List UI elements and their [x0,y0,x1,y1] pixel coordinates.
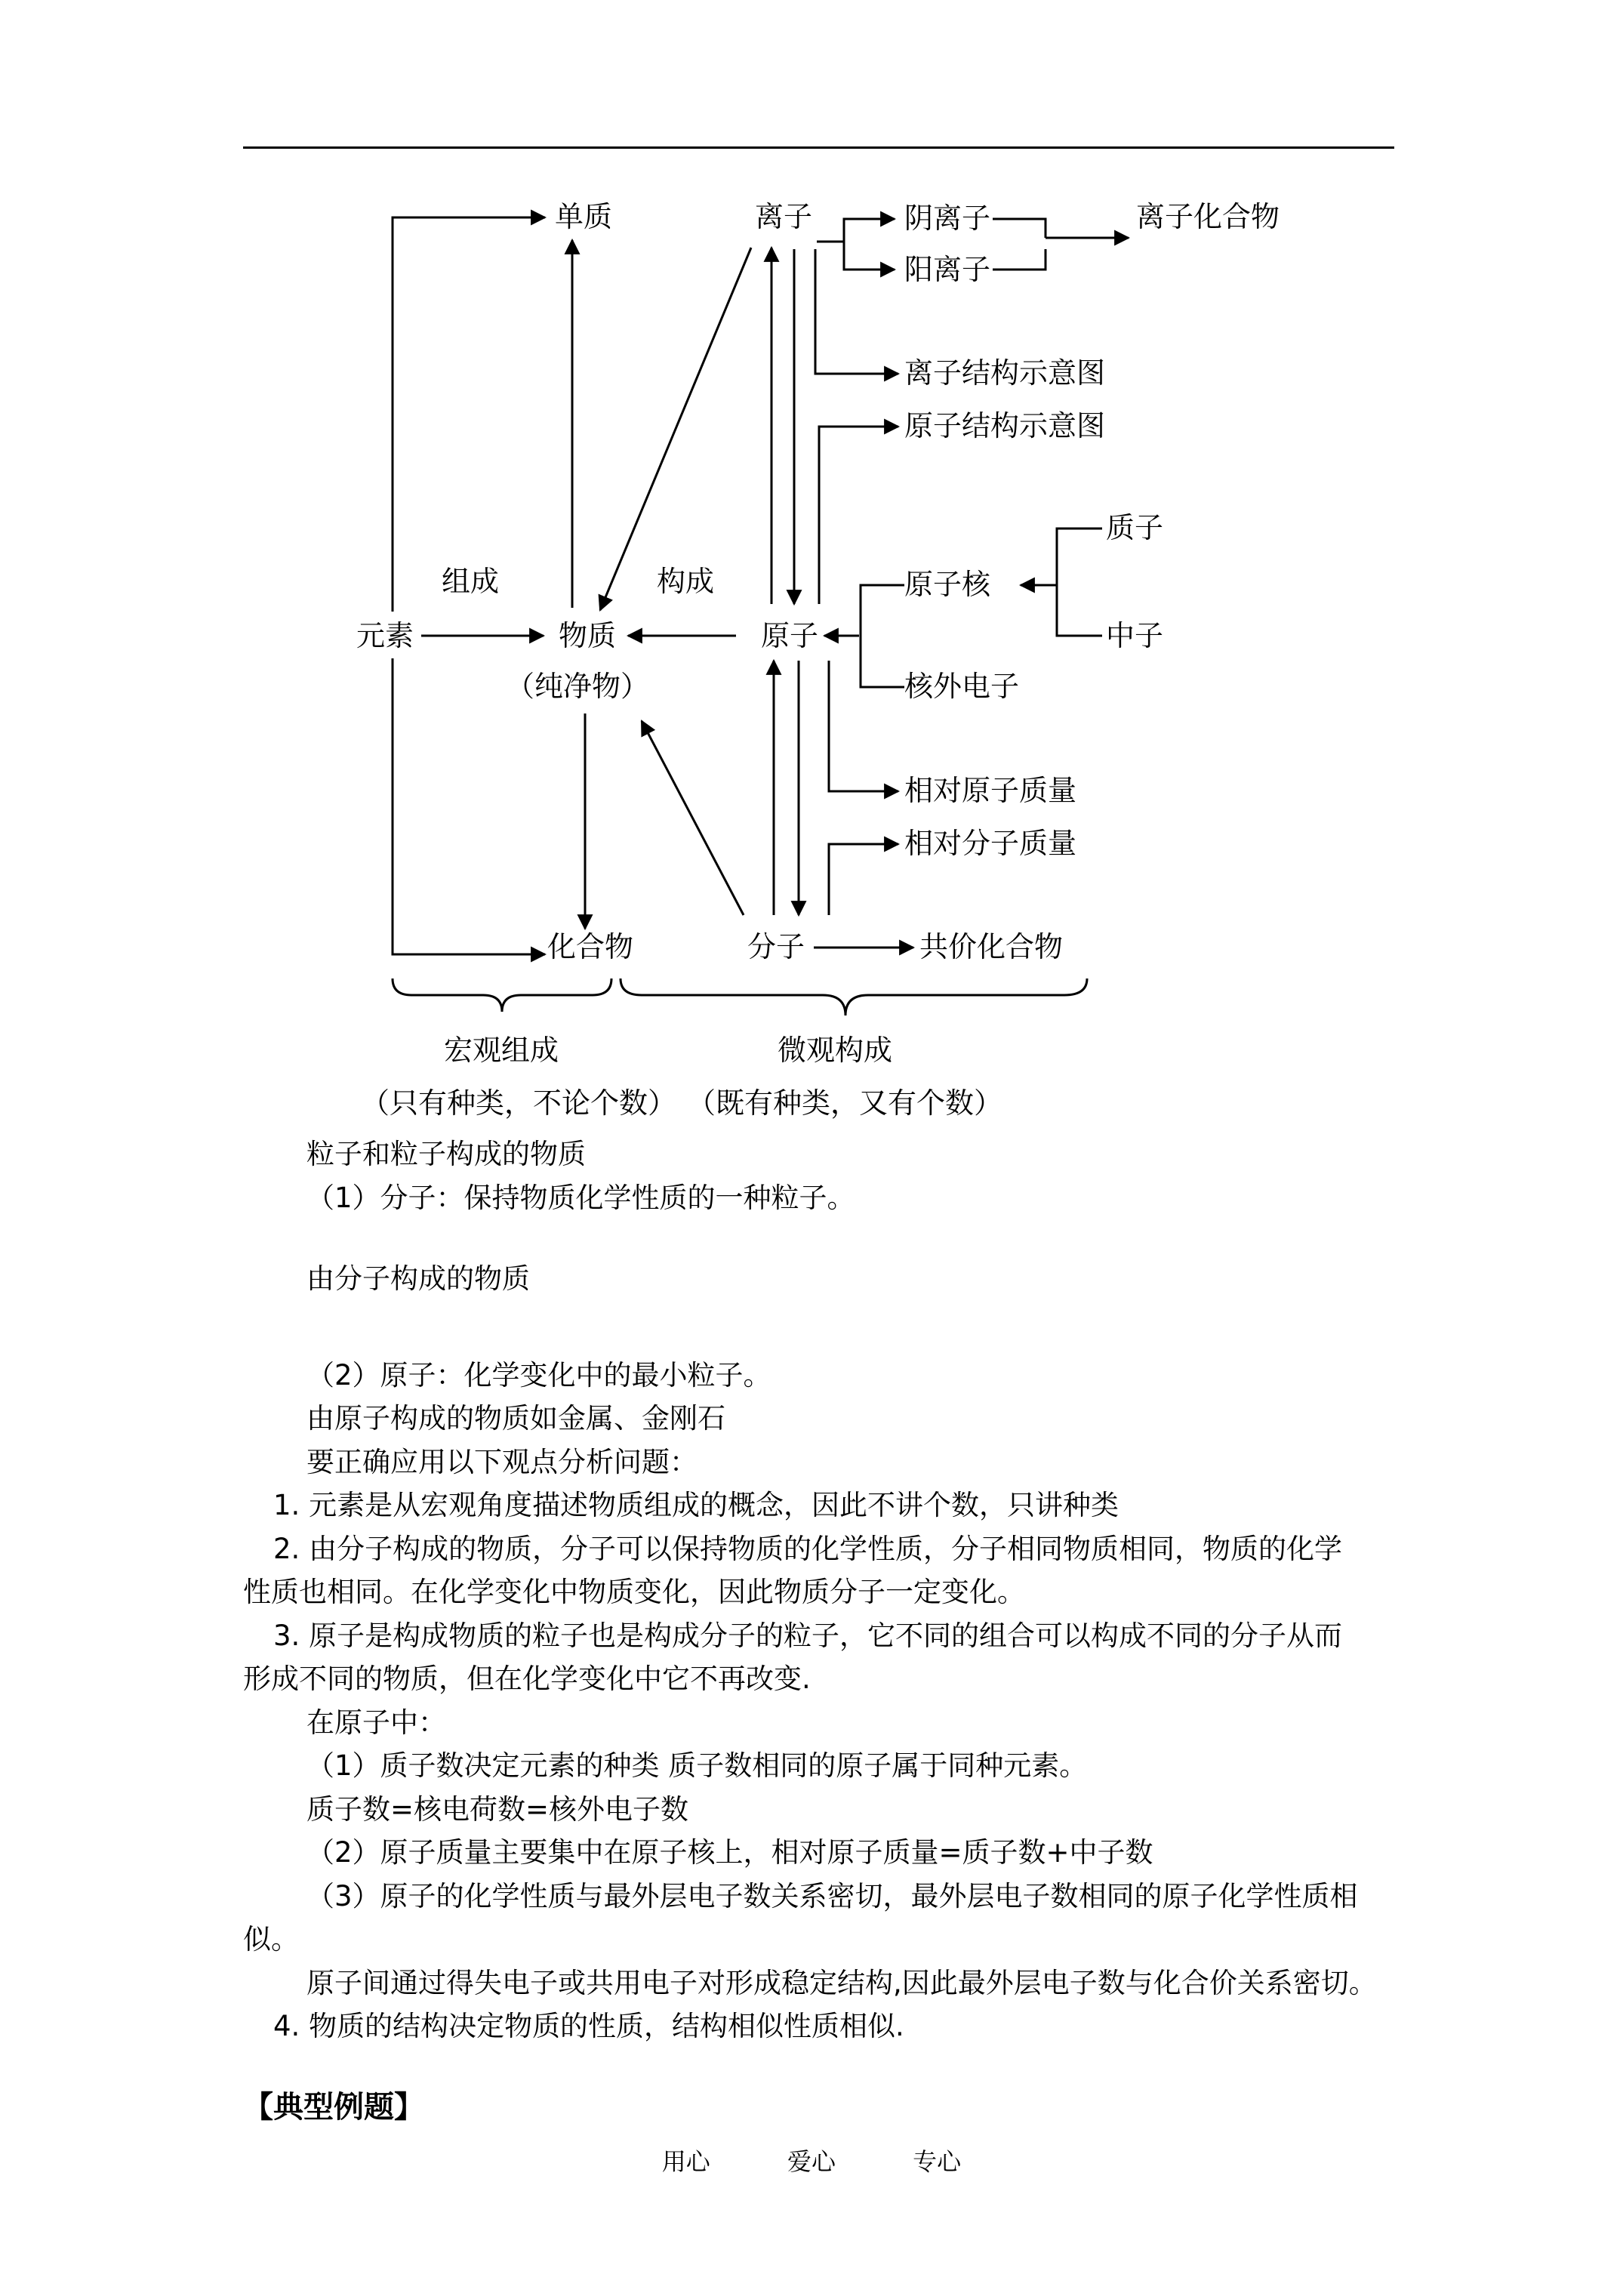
list-item: 1. 元素是从宏观角度描述物质组成的概念，因此不讲个数，只讲种类 [273,1489,1119,1521]
brace-hongguan [393,978,611,1012]
arrow-xiangduifenzi [829,844,898,915]
text-line: 要正确应用以下观点分析问题： [306,1445,698,1478]
node-gongjia: 共价化合物 [919,930,1064,963]
arrow-lizijiegou [815,249,898,374]
label-hongguan-note: （只有种类，不论个数） [361,1086,677,1120]
text-line: 原子间通过得失电子或共用电子对形成稳定结构,因此最外层电子数与化合价关系密切。 [306,1966,1377,1999]
node-lizihuahewu: 离子化合物 [1136,200,1280,233]
node-zhizi: 质子 [1106,511,1164,544]
footer-text: 专心 [913,2147,962,2176]
branch-lizi-yin [817,219,895,242]
arrow-yuanzijiegou [819,427,898,604]
footer-text: 用心 [661,2147,710,2176]
arrow-lizi-wuzhi [600,248,751,610]
bracket-yin [993,219,1046,238]
text-line: 由分子构成的物质 [306,1262,530,1295]
text-line: 质子数=核电荷数=核外电子数 [306,1792,689,1826]
list-item: 2. 由分子构成的物质，分子可以保持物质的化学性质，分子相同物质相同，物质的化学 [273,1532,1343,1565]
node-yanglizi: 阳离子 [904,253,991,286]
body-text [243,1133,1406,2129]
footer-text: 爱心 [787,2147,836,2176]
text-line: 性质也相同。在化学变化中物质变化，因此物质分子一定变化。 [243,1576,1025,1608]
line-yuansu-danzhi [393,217,545,612]
node-fenzi: 分子 [747,930,805,963]
label-weiguan-note: （既有种类，又有个数） [687,1086,1003,1120]
node-xiangduifenzi: 相对分子质量 [904,827,1077,860]
text-line: （1）分子：保持物质化学性质的一种粒子。 [306,1181,855,1214]
node-yuanzi: 原子 [761,619,819,652]
arrow-xiangduiyuanzi [829,661,898,791]
node-yinlizi: 阴离子 [904,202,991,235]
bracket-yuanzi-parts [861,585,904,687]
list-item: 4. 物质的结构决定物质的性质，结构相似性质相似. [273,2010,904,2042]
node-yuanzijiegou: 原子结构示意图 [904,409,1106,442]
node-chunjingwu: （纯净物） [506,670,650,703]
node-yuanzihe: 原子核 [904,568,991,601]
text-line: 似。 [243,1923,299,1955]
node-zhongzi: 中子 [1106,619,1164,652]
label-goucheng: 构成 [657,565,715,598]
label-hongguan: 宏观组成 [444,1034,559,1067]
label-zucheng: 组成 [442,565,500,598]
bracket-yang [993,249,1046,270]
node-yuansu: 元素 [356,619,414,652]
concept-diagram [0,0,1623,1140]
arrow-fenzi-wuzhi [642,721,744,915]
section-heading: 【典型例题】 [243,2089,424,2125]
node-wuzhi: 物质 [559,619,617,652]
node-danzhi: 单质 [555,200,613,233]
page-footer [0,2143,1623,2177]
node-xiangduiyuanzi: 相对原子质量 [904,774,1077,807]
text-line: （2）原子质量主要集中在原子核上，相对原子质量=质子数+中子数 [306,1836,1153,1869]
text-line: （1）质子数决定元素的种类 质子数相同的原子属于同种元素。 [306,1749,1088,1782]
text-line: 由原子构成的物质如金属、金刚石 [306,1402,725,1435]
text-line: 粒子和粒子构成的物质 [306,1138,586,1170]
node-huahewu: 化合物 [547,930,634,963]
node-hewaidianzi: 核外电子 [904,670,1020,703]
bracket-zhizi-zhongzi [1057,529,1102,636]
text-line: （2）原子：化学变化中的最小粒子。 [306,1358,771,1391]
node-lizi: 离子 [755,200,813,233]
label-weiguan: 微观构成 [778,1034,893,1067]
branch-lizi-yang [844,242,895,270]
list-item: 3. 原子是构成物质的粒子也是构成分子的粒子，它不同的组合可以构成不同的分子从而 [273,1619,1343,1652]
text-line: 形成不同的物质，但在化学变化中它不再改变. [243,1663,811,1695]
text-line: 在原子中： [306,1706,446,1739]
brace-weiguan [621,978,1087,1015]
node-lizijiegou: 离子结构示意图 [904,356,1106,390]
text-line: （3）原子的化学性质与最外层电子数关系密切，最外层电子数相同的原子化学性质相 [306,1879,1358,1912]
